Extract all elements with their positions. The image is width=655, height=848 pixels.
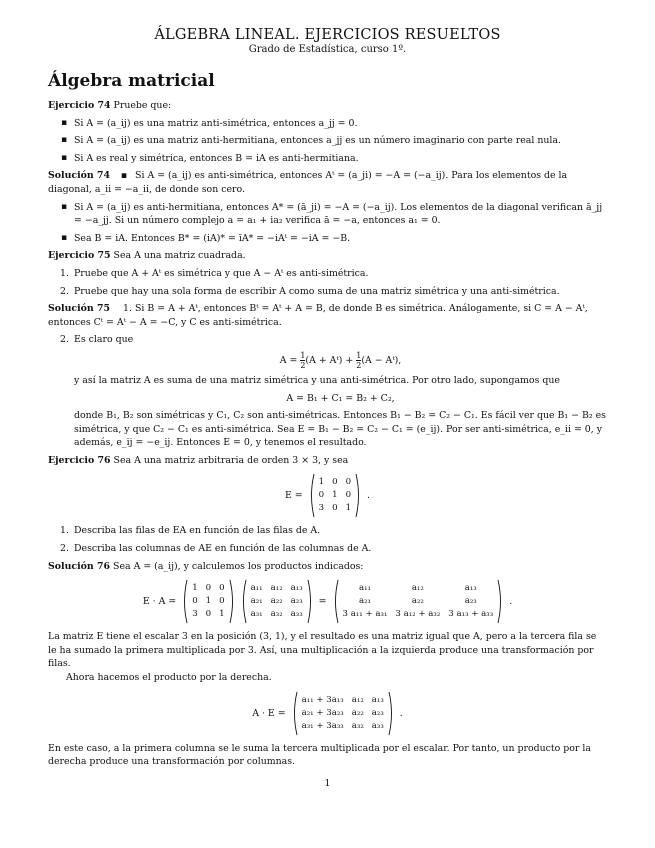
- page-number: 1: [324, 778, 331, 789]
- matrix-ea-equation: E · A = 1 0 0 0 1 0 3 0 1 a₁₁ a₁₂ a₁₃ a₂₁ a₂₂ a₂₃ a₃₁ a₃₂ a₃₃ = a₁₁ a₁₂ a₁₃ a₂₁ a₂₂ a₂₃ 3 a₁₁ + a₃₁ 3 a₁₂ + a₃₂ 3 a₁₃ + a₃₃ .: [48, 579, 607, 624]
- list-item: ▪ Sea B = iA. Entonces B* = (iA)* = īA* = −iAᵗ = −iA = −B.: [74, 232, 607, 246]
- matrix-table: [315, 476, 355, 515]
- matrix-row: [247, 608, 307, 621]
- matrix-cell: 0: [345, 477, 352, 488]
- matrix-cell: 0: [332, 477, 338, 488]
- matrix-row: [315, 502, 355, 515]
- matrix-row: [339, 608, 498, 621]
- matrix-row: [339, 595, 498, 608]
- matrix-table: [188, 582, 228, 621]
- matrix-cell: 0: [332, 503, 338, 514]
- matrix: [333, 579, 504, 624]
- right-paren: [307, 579, 313, 624]
- paragraph: En este caso, a la primera columna se le suma la tercera multiplicada por el escalar. Por tanto, un producto por la derecha produce una transformación por columnas.: [48, 742, 591, 768]
- matrix-table: [247, 582, 307, 621]
- matrix-cell: a₂₃: [464, 596, 477, 607]
- matrix-row: [247, 595, 307, 608]
- list-item: 2. Pruebe que hay una sola forma de escribir A como suma de una matriz simétrica y una anti-simétrica.: [60, 285, 560, 297]
- exercise-intro: Sea A una matriz arbitraria de orden 3 × 3, y sea: [113, 454, 349, 466]
- matrix-cell: a₁₃: [371, 694, 384, 705]
- matrix: [309, 473, 361, 518]
- matrix-row: [247, 582, 307, 595]
- exercise-intro: Pruebe que:: [113, 100, 172, 111]
- matrix-row: [298, 707, 388, 720]
- matrix-table: [298, 694, 388, 733]
- matrix-cell: a₃₃: [290, 609, 303, 620]
- solution-text: Si B = A + Aᵗ, entonces Bᵗ = Aᵗ + A = B, de donde B es simétrica. Análogamente, si C = A − Aᵗ, entonces Cᵗ = Aᵗ − A = −C, y C es anti-simétrica.: [48, 303, 588, 328]
- matrix-cell: a₂₃: [371, 707, 384, 718]
- matrix-cell: a₂₃: [290, 596, 303, 607]
- right-paren: [388, 691, 394, 736]
- matrix-row: [315, 476, 355, 489]
- matrix-cell: a₁₁: [250, 583, 263, 594]
- matrix-row: [315, 489, 355, 502]
- exercise-intro: Sea A una matriz cuadrada.: [113, 250, 246, 262]
- matrix-cell: 1: [219, 609, 225, 620]
- right-paren: [355, 473, 361, 518]
- matrix-cell: 0: [192, 596, 198, 607]
- exercise-76: [48, 454, 607, 468]
- paragraph: La matriz E tiene el escalar 3 en la posición (3, 1), y el resultado es una matriz igual que A, pero a la tercera fila se le ha sumado la primera multiplicada por 3. Así, una multiplicación a la izquierda produce una transformación por filas.: [48, 631, 597, 670]
- list-item: 2. Es claro que A = $\frac{1}{2}$ (A + Aᵗ) + $\frac{1}{2}$ (A − Aᵗ), y así la matriz A es suma de una matriz simétrica y una anti-simétrica. Por otro lado, supongamos que A = B₁ + C₁ = B₂ + C₂, donde B₁, B₂ son simétricas y C₁, C₂ son anti-simétricas. Entonces B₁ − B₂ = C₂ − C₁. Es fácil ver que B₁ − B₂ es simétrica, y que C₂ − C₁ es anti-simétrica. Sea E = B₁ − B₂ = C₂ − C₁ = (e_ij). Por ser anti-simétrica, e_ii = 0, y además, e_ij = −e_ij. Entonces E = 0, y tenemos el resultado.: [60, 334, 606, 449]
- matrix-cell: a₃₃: [371, 720, 384, 731]
- solution-76: [48, 560, 607, 574]
- matrix-cell: a₁₂: [411, 583, 424, 594]
- matrix-row: [298, 720, 388, 733]
- matrix-cell: 3: [192, 609, 198, 620]
- matrix-row: [339, 582, 498, 595]
- section-title: Álgebra matricial: [48, 71, 215, 91]
- matrix-cell: a₃₁: [250, 609, 263, 620]
- matrix-row: [188, 595, 228, 608]
- right-paren: [229, 579, 235, 624]
- matrix-cell: a₂₁ + 3a₂₃: [301, 707, 344, 718]
- matrix-cell: 3 a₁₁ + a₃₁: [342, 609, 388, 620]
- equation: A = B₁ + C₁ = B₂ + C₂,: [286, 392, 395, 404]
- matrix-cell: a₂₂: [411, 596, 424, 607]
- matrix-cell: 0: [219, 583, 225, 594]
- solution-75-list: [48, 333, 607, 450]
- solution-label: Solución 76: [48, 560, 111, 572]
- matrix-cell: 1: [332, 490, 338, 501]
- matrix-cell: a₂₁: [358, 596, 371, 607]
- solution-74: [48, 169, 607, 196]
- list-item: ▪ Si A = (a_ij) es una matriz anti-hermitiana, entonces a_jj es un número imaginario con parte real nula.: [74, 134, 607, 148]
- exercise-label: Ejercicio 75: [48, 250, 111, 262]
- matrix-cell: a₂₂: [270, 596, 283, 607]
- exercise-label: Ejercicio 74: [48, 100, 111, 111]
- list-item: 1. Pruebe que A + Aᵗ es simétrica y que A − Aᵗ es anti-simétrica.: [60, 267, 369, 279]
- matrix: [182, 579, 234, 624]
- matrix-cell: 1: [192, 583, 198, 594]
- solution-text: Sea A = (a_ij), y calculemos los productos indicados:: [113, 560, 364, 572]
- equation: A = $\frac{1}{2}$ (A + Aᵗ) + $\frac{1}{2}$ (A − Aᵗ),: [279, 350, 402, 370]
- matrix-cell: a₂₁: [250, 596, 263, 607]
- matrix-row: [188, 582, 228, 595]
- matrix-cell: a₃₂: [270, 609, 283, 620]
- matrix-cell: 1: [318, 477, 325, 488]
- matrix-cell: a₂₂: [351, 707, 364, 718]
- list-item: 2. Describa las columnas de AE en función de las columnas de A.: [60, 543, 372, 555]
- paragraph: Ahora hacemos el producto por la derecha.: [66, 672, 272, 684]
- matrix-cell: a₁₃: [464, 583, 477, 594]
- solution-label: Solución 75: [48, 303, 111, 315]
- matrix-cell: 1: [345, 503, 352, 514]
- paragraph: y así la matriz A es suma de una matriz simétrica y una anti-simétrica. Por otro lado, supongamos que: [74, 374, 560, 386]
- matrix-ae-equation: A · E = a₁₁ + 3a₁₃ a₁₂ a₁₃ a₂₁ + 3a₂₃ a₂₂ a₂₃ a₃₁ + 3a₃₃ a₃₂ a₃₃ .: [48, 691, 607, 736]
- matrix-cell: 3 a₁₂ + a₃₂: [395, 609, 441, 620]
- matrix-cell: 0: [318, 490, 325, 501]
- matrix-row: [298, 694, 388, 707]
- matrix-row: [188, 608, 228, 621]
- matrix-cell: a₁₃: [290, 583, 303, 594]
- bullet-icon: ▪: [120, 170, 128, 182]
- matrix-cell: a₁₂: [351, 694, 364, 705]
- exercise-label: Ejercicio 76: [48, 454, 111, 466]
- list-item: ▪ Si A = (a_ij) es una matriz anti-simétrica, entonces a_jj = 0.: [74, 117, 607, 131]
- exercise-75-list: [48, 267, 607, 298]
- matrix-cell: 0: [219, 596, 225, 607]
- paragraph: donde B₁, B₂ son simétricas y C₁, C₂ son anti-simétricas. Entonces B₁ − B₂ = C₂ − C₁. Es fácil ver que B₁ − B₂ es simétrica, y que C₂ − C₁ es anti-simétrica. Sea E = B₁ − B₂ = C₂ − C₁ = (e_ij). Por ser anti-simétrica, e_ii = 0, y además, e_ij = −e_ij. Entonces E = 0, y tenemos el resultado.: [74, 410, 606, 449]
- solution-label: Solución 74: [48, 170, 111, 182]
- matrix: [241, 579, 313, 624]
- list-item: ▪ Si A = (a_ij) es anti-hermitiana, entonces A* = (ā_ji) = −A = (−a_ij). Los elementos de la diagonal verifican ā_jj = −a_jj. Si un número complejo a = a₁ + ia₂ verifica ā = −a, entonces a₁ = 0.: [74, 201, 607, 228]
- matrix-cell: 3: [318, 503, 325, 514]
- matrix-cell: 0: [205, 583, 212, 594]
- solution-74-list: [48, 201, 607, 246]
- matrix-cell: a₁₂: [270, 583, 283, 594]
- exercise-74-list: [48, 117, 607, 166]
- matrix-cell: 0: [205, 609, 212, 620]
- exercise-75: [48, 249, 607, 263]
- matrix-cell: a₃₁ + 3a₃₃: [301, 720, 344, 731]
- exercise-76-list: [48, 524, 607, 555]
- matrix-cell: 3 a₁₃ + a₃₃: [448, 609, 494, 620]
- matrix-cell: a₁₁: [358, 583, 371, 594]
- exercise-74: [48, 99, 607, 113]
- matrix: [292, 691, 394, 736]
- matrix-cell: a₃₂: [351, 720, 364, 731]
- document-subtitle: Grado de Estadística, curso 1º.: [248, 44, 407, 55]
- matrix-table: [339, 582, 498, 621]
- matrix-cell: 1: [205, 596, 212, 607]
- solution-text: Si A = (a_ij) es anti-simétrica, entonces Aᵗ = (a_ji) = −A = (−a_ij). Para los elementos de la diagonal, a_ii = −a_ii, de donde son cero.: [48, 170, 568, 195]
- document-title: ÁLGEBRA LINEAL. EJERCICIOS RESUELTOS: [154, 27, 501, 43]
- matrix-e-equation: E = 1 0 0 0 1 0 3 0 1 .: [48, 473, 607, 518]
- matrix-cell: 0: [345, 490, 352, 501]
- matrix-cell: a₁₁ + 3a₁₃: [301, 694, 344, 705]
- list-item: ▪ Si A es real y simétrica, entonces B = iA es anti-hermitiana.: [74, 152, 607, 166]
- solution-75: Solución 75 1. Si B = A + Aᵗ, entonces Bᵗ = Aᵗ + A = B, de donde B es simétrica. Análogamente, si C = A − Aᵗ, entonces Cᵗ = Aᵗ − A = −C, y C es anti-simétrica.: [48, 303, 588, 328]
- list-item: 1. Describa las filas de EA en función de las filas de A.: [60, 525, 321, 537]
- right-paren: [497, 579, 503, 624]
